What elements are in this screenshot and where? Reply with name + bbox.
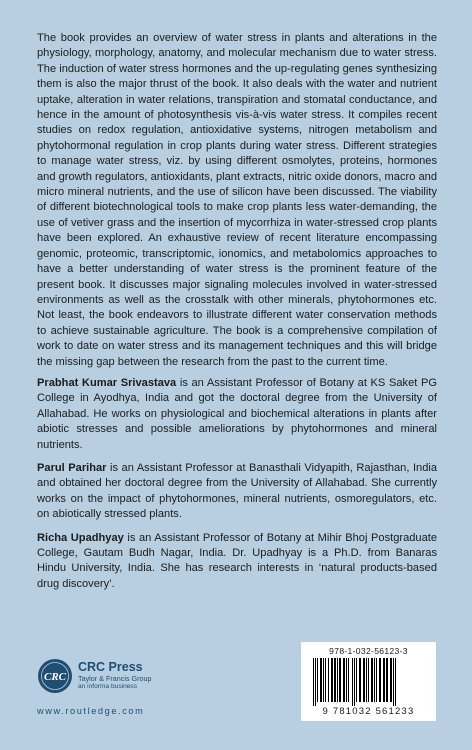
barcode-bar: [328, 658, 329, 702]
barcode-bar: [320, 658, 322, 702]
crc-press-logo: [37, 658, 73, 694]
barcode-bar: [395, 658, 396, 706]
author-bio-2: [37, 461, 437, 523]
author-bio-text-3: is an Assistant Professor of Botany at Mihir Bhoj Postgraduate College, Gautam Budh Nagar, India. Dr. Upadhyay is a Ph.D. from Banaras Hindu University, India. She has research interests in ‘natural products-based drug discovery’.: [37, 531, 438, 590]
barcode-bar: [376, 658, 377, 702]
barcode-bar: [354, 658, 355, 706]
barcode-bar: [317, 658, 318, 702]
barcode-bar: [368, 658, 369, 702]
barcode-bar: [346, 658, 347, 702]
barcode-bar: [331, 658, 333, 702]
publisher-business: an informa business: [78, 683, 138, 690]
crc-logo-text: CRC: [43, 671, 67, 683]
barcode-bars: [313, 658, 424, 706]
barcode-bar: [313, 658, 314, 706]
barcode-bar: [343, 658, 345, 702]
author-bio-text-2: is an Assistant Professor at Banasthali Vidyapith, Rajasthan, India and obtained her doctoral degree from the University of Allahabad. She currently works on the impact of phytohormones, mineral nutrients, osmoregulators, etc. on abiotically stressed plants.: [37, 461, 437, 521]
barcode-bar: [363, 658, 365, 702]
barcode-bar: [337, 658, 338, 702]
barcode-bar: [352, 658, 353, 706]
barcode-bar: [359, 658, 361, 702]
barcode-bar: [374, 658, 375, 702]
author-bio-text-1: is an Assistant Professor of Botany at KS Saket PG College in Ayodhya, India and got the doctoral degree from the University of Allahabad. He works on physiological and biochemical alterations in plants after abiotic stresses and possible ameliorations by phytohormones and mineral nutrients.: [37, 376, 437, 451]
author-name-1: Prabhat Kumar Srivastava: [37, 376, 177, 389]
barcode-bar: [386, 658, 388, 702]
barcode-bar: [379, 658, 381, 702]
barcode-bar: [371, 658, 373, 702]
barcode-bar: [325, 658, 326, 702]
author-bio-3: [37, 531, 437, 593]
publisher-block: [37, 656, 237, 726]
back-cover-text: [37, 31, 437, 600]
author-name-2: Parul Parihar: [37, 461, 107, 474]
barcode-bar: [383, 658, 385, 702]
publisher-name: CRC Press: [78, 660, 143, 674]
barcode-bar: [390, 658, 392, 702]
author-name-3: Richa Upadhyay: [37, 531, 124, 544]
author-bio-1: [37, 376, 437, 453]
ean-number: 9 781032 561233: [322, 706, 415, 717]
book-description: The book provides an overview of water stress in plants and alterations in the physiology, morphology, anatomy, and molecular mechanism due to water stress. The induction of water stress hormones and the up-regulating genes synthesizing them is also the major thrust of the book. It also deals with the water and nutrient uptake, alteration in water relations, transpiration and stomatal conductance, and hence in the amount of photosynthesis vis-à-vis water stress. It compiles recent studies on redox regulation, antioxidative systems, nitrogen metabolism and phytohormonal regulation in crop plants during water stress. Different strategies to manage water stress, viz. by using different osmolytes, proteins, hormones and growth regulators, antioxidants, plant extracts, nitric oxide donors, macro and micro mineral nutrients, and the use of silicon have been discussed. The viability of different biotechnological tools to make crop plants less water-demanding, the use of vetiver grass and the insertion of mycorrhiza in water-stressed crop plants have been explored. An exhaustive review of recent literature encompassing genomic, proteomic, transcriptomic, ionomics, and metabolomics approaches to have a better understanding of water stress is the prominent feature of the present book. It discusses major signaling molecules involved in water-stressed environments as well as the crosstalk with other minerals, phytohormones etc. Not least, the book endeavors to illustrate different water conservation methods to achieve sustainable agriculture. The book is a comprehensive compilation of work to date on water stress and its management techniques and this will bridge the missing gap between the research from the past to the current time.: [37, 32, 437, 368]
barcode-bar: [393, 658, 394, 706]
barcode-bar: [366, 658, 367, 702]
barcode-bar: [315, 658, 316, 706]
barcode-bar: [339, 658, 341, 702]
isbn-barcode: [301, 642, 436, 721]
publisher-website[interactable]: www.routledge.com: [37, 706, 145, 716]
barcode-bar: [356, 658, 357, 702]
isbn-number: 978-1-032-56123-3: [329, 646, 408, 656]
barcode-bar: [323, 658, 324, 702]
barcode-bar: [348, 658, 349, 702]
publisher-group: Taylor & Francis Group: [78, 674, 152, 683]
barcode-bar: [334, 658, 336, 702]
